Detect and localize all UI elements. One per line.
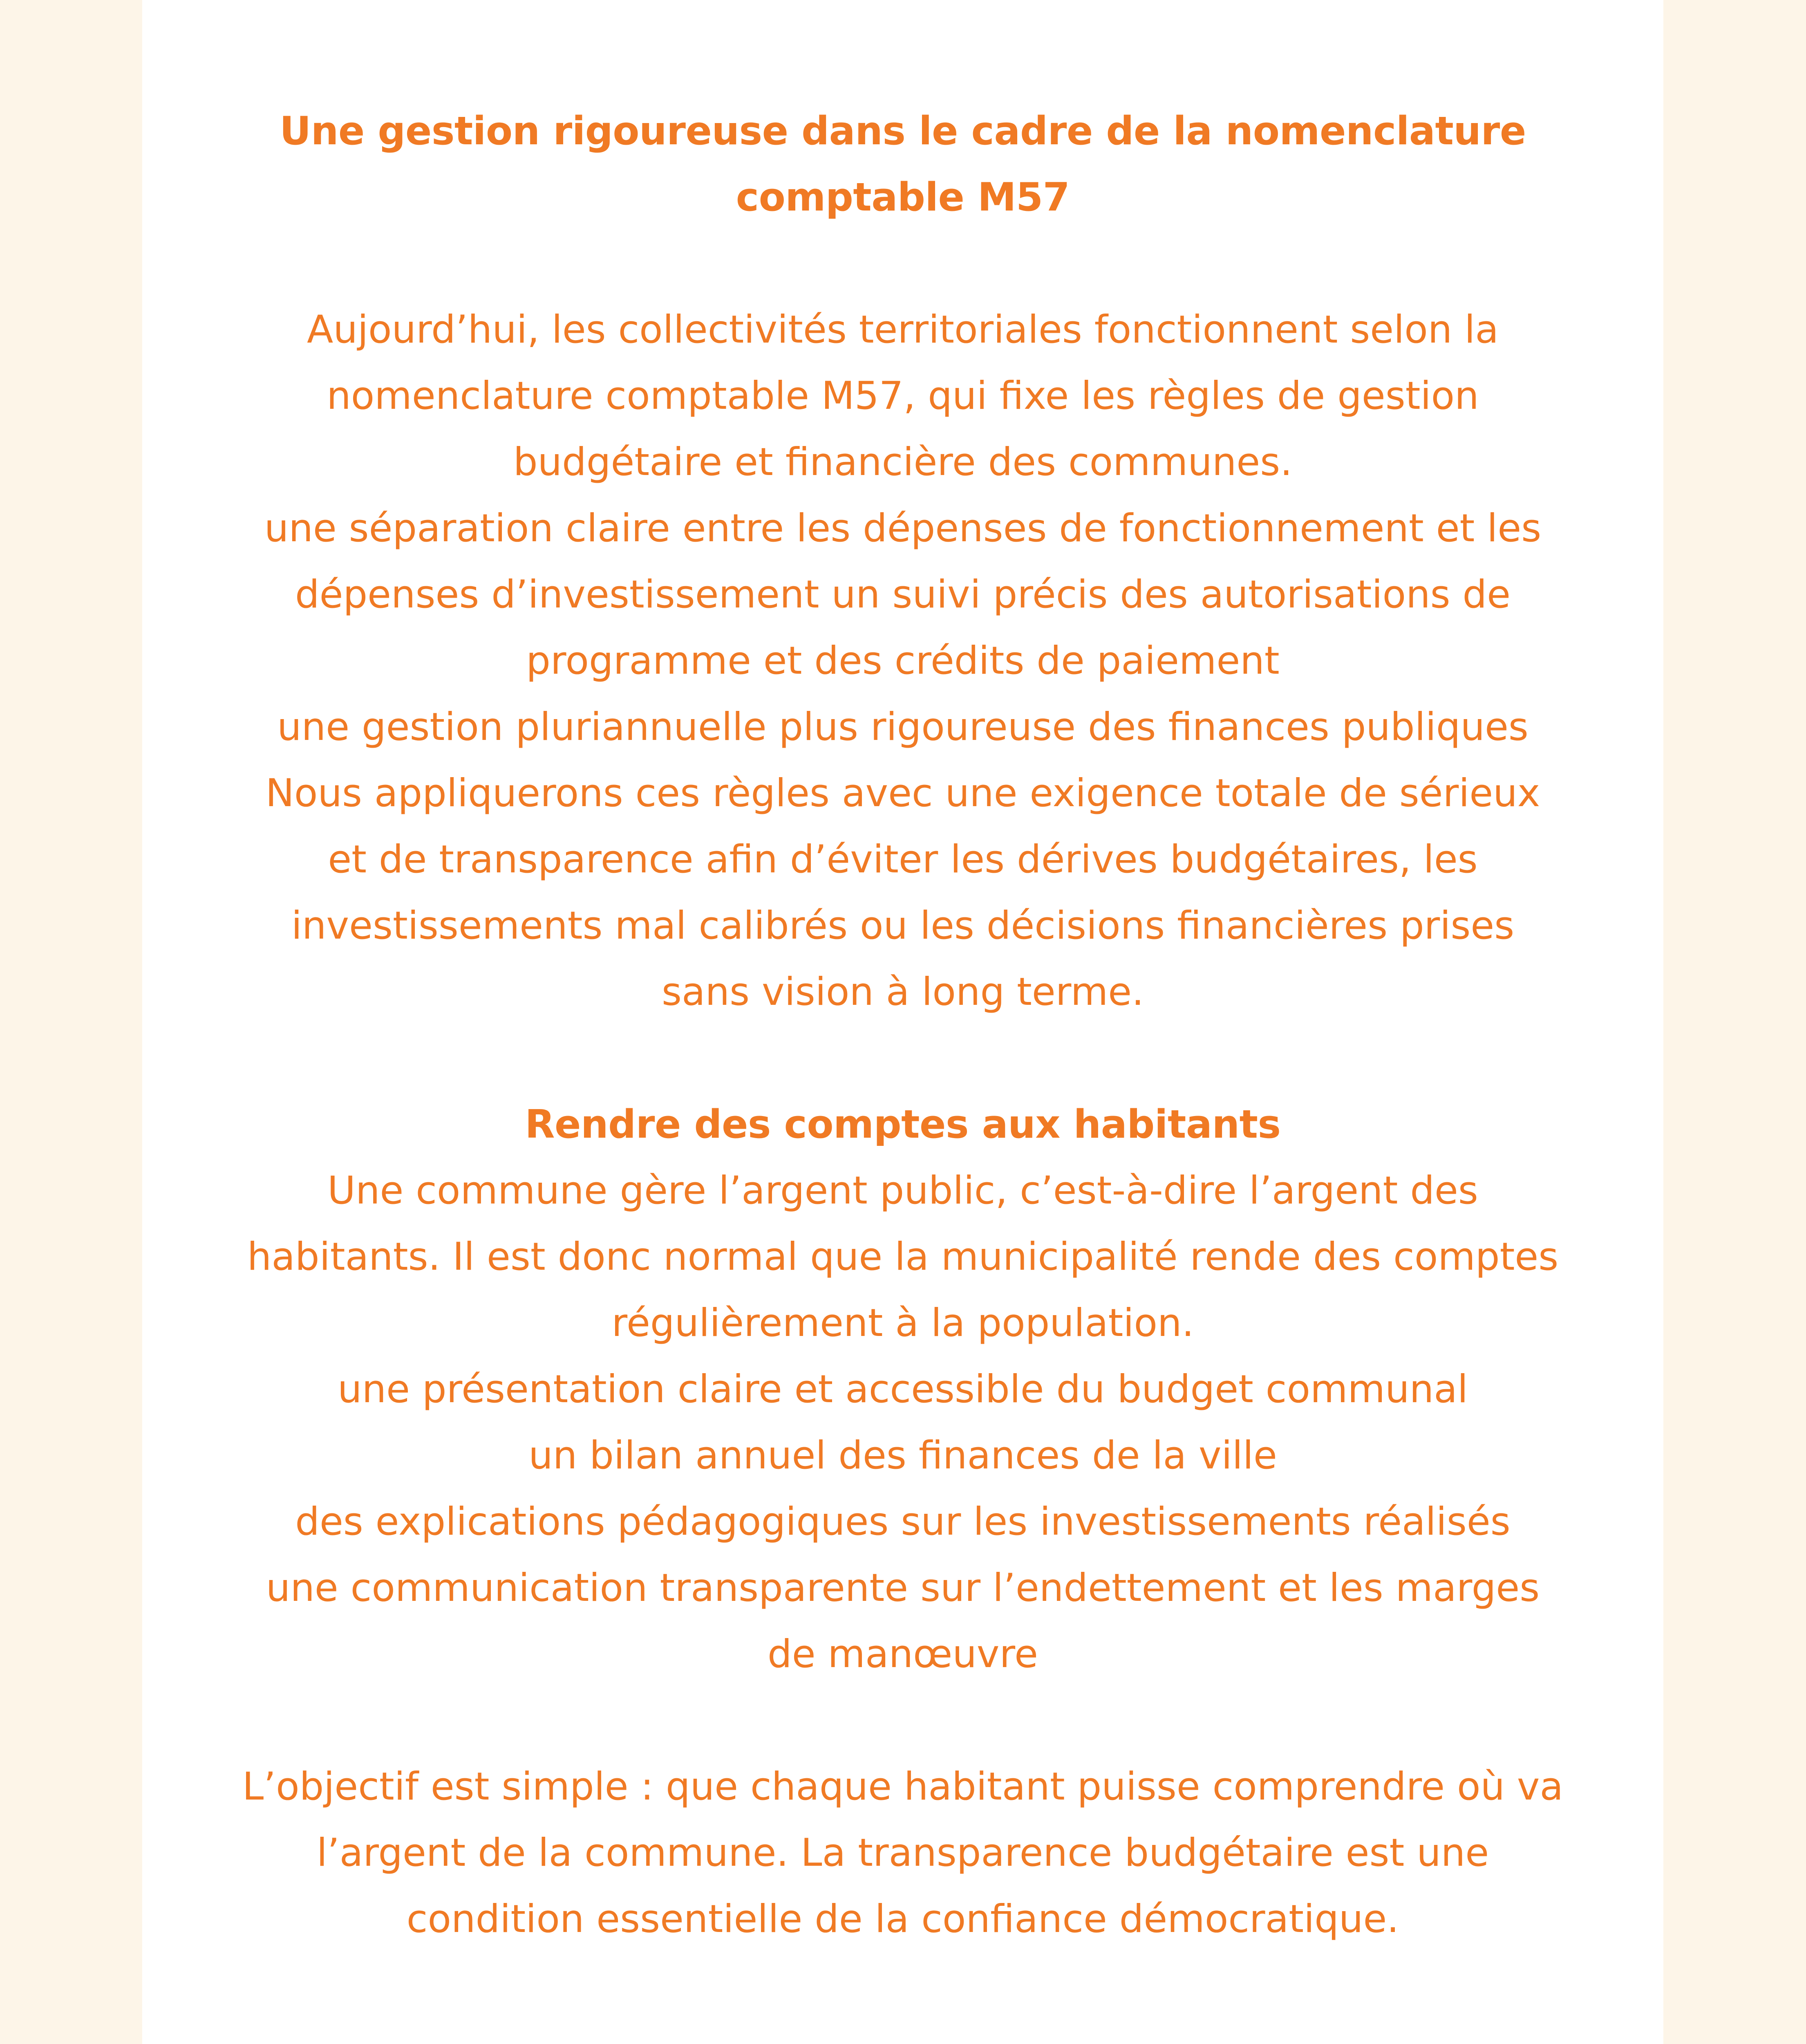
document-body xyxy=(142,98,1663,1952)
text-line: habitants. Il est donc normal que la municipalité rende des comptes xyxy=(247,1235,1559,1279)
text-line: et de transparence afin d’éviter les dérives budgétaires, les xyxy=(328,837,1478,882)
spacer xyxy=(142,1688,1663,1754)
section-title-m57-line-1: Une gestion rigoureuse dans le cadre de la nomenclature xyxy=(280,109,1526,154)
text-line: des explications pédagogiques sur les investissements réalisés xyxy=(295,1499,1511,1544)
text-line: Aujourd’hui, les collectivités territoriales fonctionnent selon la xyxy=(307,307,1499,352)
text-line: un bilan annuel des finances de la ville xyxy=(528,1433,1277,1478)
text-line: nomenclature comptable M57, qui fixe les règles de gestion xyxy=(327,374,1479,418)
section-body-accountability xyxy=(142,1158,1663,1688)
text-line: L’objectif est simple : que chaque habitant puisse comprendre où va xyxy=(242,1764,1564,1809)
section-title-accountability: Rendre des comptes aux habitants xyxy=(525,1102,1281,1147)
section-title-m57-line-2: comptable M57 xyxy=(736,175,1070,220)
spacer xyxy=(142,231,1663,297)
text-line: programme et des crédits de paiement xyxy=(526,639,1280,683)
text-line: investissements mal calibrés ou les décisions financières prises xyxy=(291,903,1515,948)
section-body-m57 xyxy=(142,297,1663,1025)
content-card xyxy=(142,0,1663,2044)
text-line: l’argent de la commune. La transparence budgétaire est une xyxy=(316,1831,1489,1875)
section-body-objective xyxy=(142,1754,1663,1952)
text-line: dépenses d’investissement un suivi précis des autorisations de xyxy=(295,572,1511,617)
text-line: budgétaire et financière des communes. xyxy=(513,440,1293,484)
section-title-m57 xyxy=(142,98,1663,231)
text-line: une séparation claire entre les dépenses de fonctionnement et les xyxy=(264,506,1542,551)
text-line: une gestion pluriannuelle plus rigoureuse des finances publiques xyxy=(277,705,1528,749)
spacer xyxy=(142,1025,1663,1091)
text-line: une communication transparente sur l’endettement et les marges xyxy=(266,1566,1540,1610)
text-line: sans vision à long terme. xyxy=(661,970,1144,1014)
text-line: Nous appliquerons ces règles avec une exigence totale de sérieux xyxy=(265,771,1540,816)
text-line: régulièrement à la population. xyxy=(611,1301,1194,1345)
text-line: Une commune gère l’argent public, c’est-à-dire l’argent des xyxy=(327,1168,1478,1213)
text-line: une présentation claire et accessible du budget communal xyxy=(338,1367,1468,1412)
text-line: condition essentielle de la confiance démocratique. xyxy=(406,1897,1399,1941)
text-line: de manœuvre xyxy=(768,1632,1038,1676)
